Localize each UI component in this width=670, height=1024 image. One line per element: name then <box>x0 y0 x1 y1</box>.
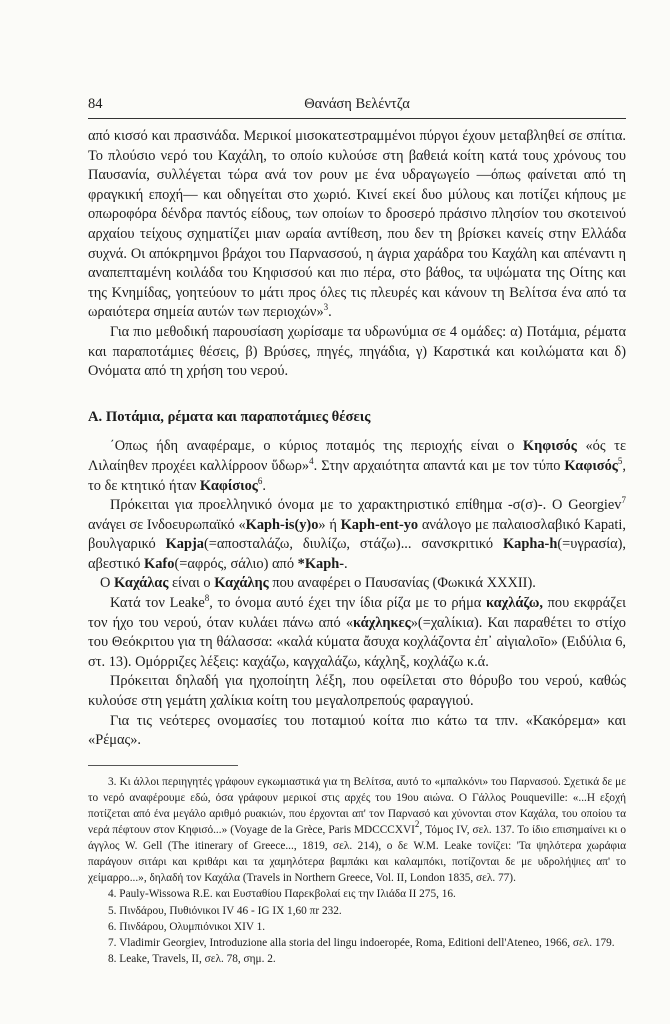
paragraph-newer-names: Για τις νεότερες ονομασίες του ποταμιού κοίτα πιο κάτω τα τπν. «Κακόρεμα» και «Ρέμας». <box>88 712 626 749</box>
footnote-ref-5: 5 <box>617 455 623 466</box>
footnotes <box>88 774 626 967</box>
term-kaph-root: *Kaph- <box>297 555 345 572</box>
text-span: . <box>262 477 266 494</box>
paragraph-kifisos <box>88 437 626 496</box>
footnote-8: 8. Leake, Travels, II, σελ. 78, σημ. 2. <box>108 952 276 965</box>
term-kachalis: Καχάλης <box>214 575 269 592</box>
main-text <box>88 127 626 751</box>
term-kapha-h: Kapha-h <box>502 536 558 553</box>
text-span: » ή <box>318 516 341 533</box>
paragraph-leake <box>88 594 626 672</box>
text-span: , Τόμος IV, σελ. 137. Το ίδιο επισημαίνει κι ο άγγλος W. Gell (The itinerary of Greece..., 1819, σελ. 214), ο δε W.M. Leake τονίζει: 'Τα ψηλότερα χωράφια παράγουν σιτάρι και κριθάρι και τα χαμηλότερα βαμπάκι και καλαμπόκι, ποτίζονται δε με υδρολήψιες απ' το χείμαρρο...», δηλαδή τον Καχάλα (Travels in Northern Greece, Vol. II, London 1835, σελ. 77). <box>88 824 626 885</box>
method-paragraph: Για πιο μεθοδική παρουσίαση χωρίσαμε τα υδρωνύμια σε 4 ομάδες: α) Ποτάμια, ρέματα και παραποτάμιες θέσεις, β) Βρύσες, πηγές, πηγάδια, γ) Καρστικά και κοιλώματα και δ) Ονόματα από τη χρήση του νερού. <box>88 323 626 380</box>
text-span: ΄Οπως ήδη αναφέραμε, ο κύριος ποταμός της περιοχής είναι ο <box>110 438 523 455</box>
footnote-5: 5. Πινδάρου, Πυθιόνικοι IV 46 - IG IX 1,60 πr 232. <box>108 904 342 917</box>
page-number: 84 <box>88 96 103 112</box>
text-span: «ός τε Λιλαίηθεν προχέει καλλίρροον ὕδωρ» <box>88 438 626 474</box>
section-heading: Α. Ποτάμια, ρέματα και παραποτάμιες θέσεις <box>88 408 371 425</box>
text-span: . Στην αρχαιότητα απαντά και με τον τύπο <box>313 457 565 474</box>
text-span: (=υγρασία), αβεστικό <box>88 536 626 572</box>
footnote-3 <box>88 774 626 887</box>
book-page <box>88 96 626 967</box>
text-span: . <box>344 555 348 572</box>
text-span: Πρόκειται για προελληνικό όνομα με το χαρακτηριστικό επίθημα -σ(σ)-. Ο Georgiev <box>110 497 622 514</box>
term-kaph-isyo: Kaph-is(y)o <box>245 516 319 533</box>
term-kachalas: Καχάλας <box>114 575 169 592</box>
paragraph-kachalas <box>88 574 626 594</box>
intro-paragraph: από κισσό και πρασινάδα. Μερικοί μισοκατεστραμμένοι πύργοι έχουν μεταβληθεί σε σπίτια. Το πλούσιο νερό του Καχάλη, το οποίο κυλούσε στη βαθειά κοίτη κατά τους χρόνους του Παυσανία, συλλέγεται τώρα ανά τον ρουν με ένα υδραγωγείο —όπως φαίνεται από τη φραγκική εποχή— και οδηγείται στο χωριό. Κινεί εκεί δυο μύλους και ποτίζει κήπους με οπωροφόρα δένδρα παντός είδους, των οποίων το δροσερό πράσινο πλησίον του σκοτεινού αρχαίου τείχους σχηματίζει μιαν ωραία αντίθεση, που δεν τη βρίσκει κανείς στην Ελλάδα συχνά. Οι απόκρημνοι βράχοι του Παρνασσού, η άγρια χαράδρα του Καχάλη και απέναντι η αναπεπταμένη κοιλάδα του Κηφισσού και πιο πέρα, στο βάθος, τα υψώματα της Οίτης και της Κνημίδας, γοητεύουν το μάτι προς όλες τις πλευρές και κάνουν τη Βελίτσα ένα από τα ωραιότερα σημεία αυτών των περιοχών»$^3$. <box>88 128 626 321</box>
footnote-6: 6. Πινδάρου, Ολυμπιόνικοι XIV 1. <box>108 920 266 933</box>
term-kaph-ent-yo: Kaph-ent-yo <box>340 516 419 533</box>
header-rule <box>88 118 626 119</box>
term-kapja: Kapja <box>165 536 204 553</box>
text-span: , το όνομα αυτό έχει την ίδια ρίζα με το ρήμα <box>209 595 487 612</box>
term-kachlazo: καχλάζω, <box>486 595 543 612</box>
term-kachlikes: κάχληκες <box>353 614 411 631</box>
text-span: ανάλογο με παλαιοσλαβικό Kapati, βουλγαρικό <box>88 516 627 553</box>
term-kifisos: Κηφισός <box>522 438 577 455</box>
footnote-ref-6: 6 <box>257 475 263 486</box>
text-span: 3. Κι άλλοι περιηγητές γράφουν εγκωμιαστικά για τη Βελίτσα, αυτό το «μπαλκόνι» του Παρνασού. Σχετικά δε με το νερό αναφέρουμε εδώ, όσα γράφουν μερικοί στις αρχές του 19ου αιώνα. Ο Γάλλος Pouqueville: «...Η εξοχή ποτίζεται από ένα μεγάλο αριθμό ρυακιών, που έρχονται απ' τον Παρνασό και χύνονται στον Καχάλα, του οποίου τα νερά πέφτουν στον Κηφισό...» (Voyage de la Grèce, Paris MDCCCXVI <box>88 775 626 837</box>
text-span: (=αποσταλάζω, διυλίζω, στάζω)... σανσκριτικό <box>203 536 503 553</box>
term-kafisios: Καφίσιος <box>199 477 258 494</box>
page-header <box>88 96 626 114</box>
text-span: Ο <box>100 575 114 592</box>
term-kafo: Kafo <box>144 555 175 572</box>
footnote-7: 7. Vladimir Georgiev, Introduzione alla storia del lingu indoeropée, Roma, Editioni dell'Ateneo, 1966, σελ. 179. <box>108 936 615 949</box>
footnote-4: 4. Pauly-Wissowa R.E. και Ευσταθίου Παρεκβολαί εις την Ιλιάδα ΙΙ 275, 16. <box>108 888 456 901</box>
footnote-ref-8: 8 <box>204 593 210 604</box>
footnote-separator <box>88 765 238 766</box>
footnote-ref-4: 4 <box>309 455 314 466</box>
term-kafisos: Καφισός <box>564 457 618 474</box>
superscript: 2 <box>414 819 420 830</box>
footnote-ref-7: 7 <box>621 495 626 506</box>
paragraph-onomatopoeia: Πρόκειται δηλαδή για ηχοποίητη λέξη, που οφείλεται στο θόρυβο του νερού, καθώς κυλούσε στη γεμάτη χαλίκια κοίτη του μεγαλοπρεπούς φαραγγιού. <box>88 673 626 710</box>
footnote-ref-3: 3 <box>323 302 329 313</box>
paragraph-etymology <box>88 496 626 574</box>
text-span: (=αφρός, σάλιο) από <box>174 555 298 572</box>
text-span: είναι ο <box>168 575 215 592</box>
text-span: , το δε κτητικό ήταν <box>88 457 626 494</box>
text-span: που εκφράζει τον ήχο του νερού, όταν κυλάει πάνω από « <box>88 595 626 631</box>
intro-text: από κισσό και πρασινάδα. Μερικοί μισοκατεστραμμένοι πύργοι έχουν μεταβληθεί σε σπίτια. Το πλούσιο νερό του Καχάλη, το οποίο κυλούσε στη βαθειά κοίτη κατά τους χρόνους του Παυσανία, συλλέγεται τώρα ανά τον ρουν με ένα υδραγωγείο —όπως φαίνεται από τη φραγκική εποχή— και οδηγείται στο χωριό. Κινεί εκεί δυο μύλους και ποτίζει κήπους με οπωροφόρα δένδρα παντός είδους, των οποίων το δροσερό πράσινο πλησίον του σκοτεινού αρχαίου τείχους σχηματίζει μιαν ωραία αντίθεση, που δεν τη βρίσκει κανείς στην Ελλάδα συχνά. Οι απόκρημνοι βράχοι του Παρνασσού, η άγρια χαράδρα του Καχάλη και απέναντι η αναπεπταμένη κοιλάδα του Κηφισσού και πιο πέρα, στο βάθος, τα υψώματα της Οίτης και της Κνημίδας, γοητεύουν το μάτι προς όλες τις πλευρές και κάνουν τη Βελίτσα ένα από τα ωραιότερα σημεία αυτών των περιοχών» <box>88 128 626 321</box>
running-title: Θανάση Βελέντζα <box>304 96 410 112</box>
text-span: Κατά τον Leake <box>110 595 205 612</box>
text-span: ανάγει σε Ινδοευρωπαϊκό « <box>88 516 246 533</box>
text-span: που αναφέρει ο Παυσανίας (Φωκικά XXXII). <box>268 575 536 592</box>
text-span: »(=χαλίκια). Και παραθέτει το στίχο του Θεόκριτου για τη θάλασσα: «καλά κύματα ἄσυχα κοχλάζοντα ἐπ᾽ αἰγιαλοῖο» (Ειδύλια 6, στ. 13). Ομόρριζες λέξεις: καχάζω, καγχαλάζω, κάχληξ, κοχλάζω κ.ά. <box>88 614 627 670</box>
